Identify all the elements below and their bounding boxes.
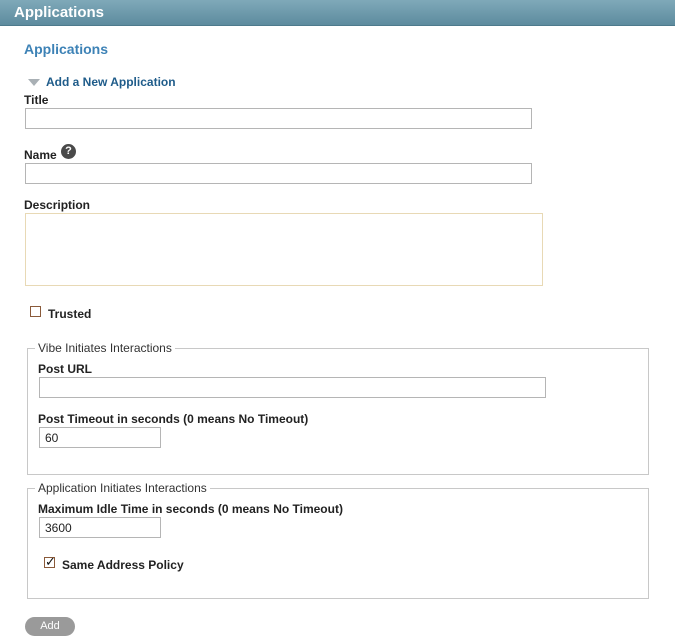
- vibe-interactions-legend: Vibe Initiates Interactions: [38, 341, 172, 355]
- window-titlebar: [0, 0, 675, 26]
- application-interactions-group: [27, 481, 649, 599]
- same-address-checkbox[interactable]: [44, 554, 56, 569]
- max-idle-input[interactable]: [39, 517, 161, 538]
- same-address-label: Same Address Policy: [62, 558, 184, 572]
- name-label: Name: [24, 148, 57, 162]
- help-icon[interactable]: ?: [61, 144, 76, 159]
- post-url-label: Post URL: [38, 362, 92, 376]
- description-textarea[interactable]: [25, 213, 543, 286]
- checkmark-icon: ✓: [45, 554, 56, 569]
- trusted-checkbox[interactable]: [30, 306, 41, 317]
- post-timeout-input[interactable]: [39, 427, 161, 448]
- post-url-input[interactable]: [39, 377, 546, 398]
- vibe-interactions-group: [27, 341, 649, 475]
- triangle-down-icon: [28, 79, 40, 86]
- application-interactions-legend: Application Initiates Interactions: [38, 481, 207, 495]
- description-label: Description: [24, 198, 91, 212]
- page-title: Applications: [24, 41, 109, 57]
- post-timeout-label: Post Timeout in seconds (0 means No Timeout): [38, 412, 309, 426]
- add-button[interactable]: Add: [25, 617, 75, 636]
- name-input[interactable]: [25, 163, 532, 184]
- trusted-label: Trusted: [48, 307, 92, 321]
- title-label: Title: [24, 93, 49, 107]
- window-title: Applications: [14, 4, 105, 21]
- section-toggle-label: Add a New Application: [46, 75, 176, 89]
- max-idle-label: Maximum Idle Time in seconds (0 means No Timeout): [38, 502, 343, 516]
- title-input[interactable]: [25, 108, 532, 129]
- add-new-application-toggle[interactable]: [28, 75, 176, 89]
